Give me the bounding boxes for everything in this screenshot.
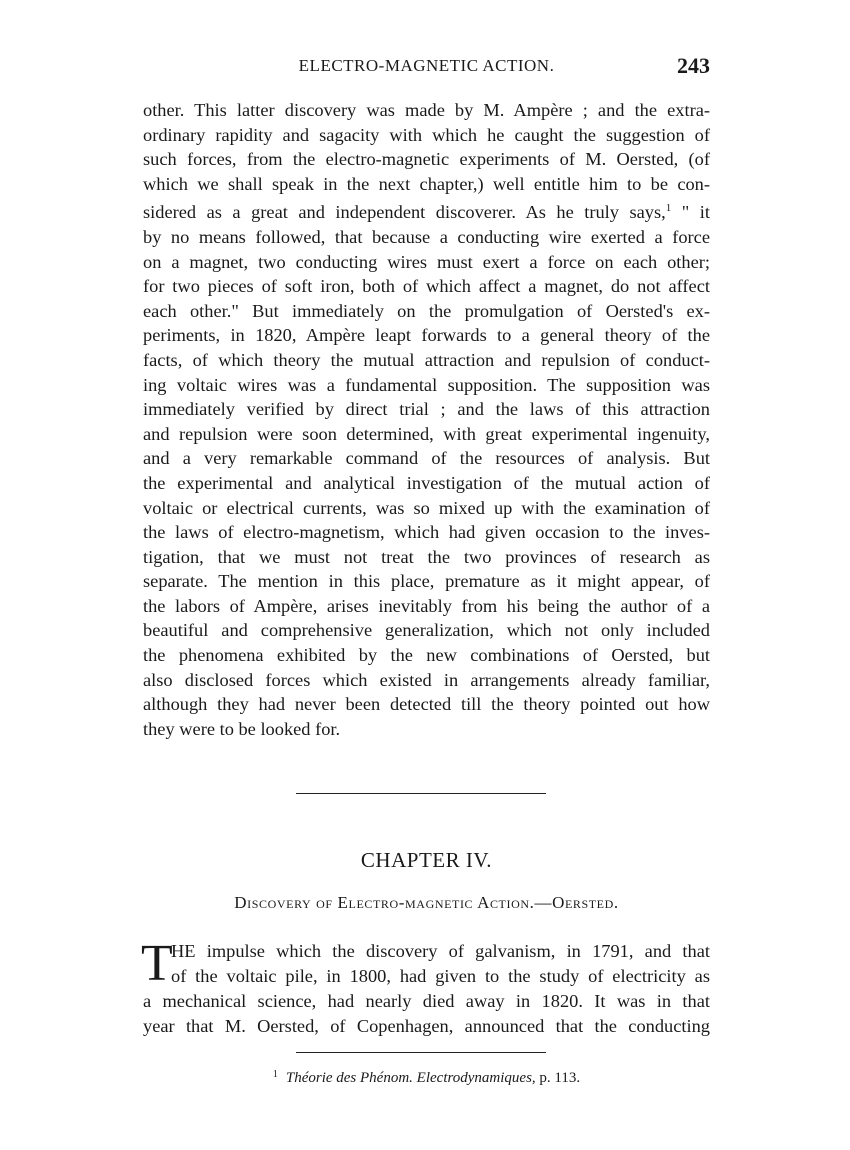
text-line: immediately verified by direct trial ; and the laws of this attraction: [143, 399, 710, 420]
text-line: which we shall speak in the next chapter,) well entitle him to be con-: [143, 173, 710, 194]
running-title: ELECTRO-MAGNETIC ACTION.: [298, 56, 555, 75]
footnote: [143, 1069, 710, 1087]
text-segment: sidered as a great and independent discoverer. As he truly says,: [143, 202, 666, 223]
footnote-divider: [296, 1052, 546, 1053]
text-line: the labors of Ampère, arises inevitably from his being the author of a: [143, 595, 710, 616]
drop-cap: T: [141, 935, 173, 992]
footnote-rest: , p. 113.: [531, 1070, 581, 1086]
text-line: ing voltaic wires was a fundamental supposition. The supposition was: [143, 374, 710, 395]
text-line: and repulsion were soon determined, with great experimental ingenuity,: [143, 423, 710, 444]
text-line: on a magnet, two conducting wires must exert a force on each other;: [143, 251, 710, 272]
footnote-reference: 1: [665, 202, 672, 215]
text-line: of the voltaic pile, in 1800, had given to the study of electricity as: [171, 966, 710, 986]
text-line: for two pieces of soft iron, both of which affect a magnet, do not affect: [143, 276, 710, 297]
section-divider: [296, 793, 546, 794]
text-line: facts, of which theory the mutual attraction and repulsion of conduct-: [143, 349, 710, 370]
text-line: and a very remarkable command of the resources of analysis. But: [143, 448, 710, 469]
text-line: ordinary rapidity and sagacity with which he caught the suggestion of: [143, 124, 710, 145]
text-line: the phenomena exhibited by the new combinations of Oersted, but: [143, 645, 710, 666]
text-segment: " it: [671, 202, 710, 223]
text-line: by no means followed, that because a conducting wire exerted a force: [143, 226, 710, 247]
footnote-title: Théorie des Phénom. Electrodynamiques: [285, 1070, 532, 1086]
chapter-body: [141, 935, 710, 1039]
text-line: other. This latter discovery was made by M. Ampère ; and the extra-: [143, 100, 710, 120]
chapter-title: CHAPTER IV.: [360, 848, 493, 872]
text-line: although they had never been detected till the theory pointed out how: [143, 694, 710, 715]
text-line: also disclosed forces which existed in arrangements already familiar,: [143, 669, 710, 690]
text-line: year that M. Oersted, of Copenhagen, announced that the conducting: [143, 1016, 710, 1036]
text-line: tigation, that we must not treat the two provinces of research as: [143, 546, 710, 567]
running-head: [143, 53, 710, 86]
text-line: periments, in 1820, Ampère leapt forwards to a general theory of the: [143, 325, 710, 346]
text-line: they were to be looked for.: [143, 718, 341, 739]
text-line: the experimental and analytical investigation of the mutual action of: [143, 472, 710, 493]
page-number: 243: [677, 53, 710, 78]
text-line: voltaic or electrical currents, was so mixed up with the examination of: [143, 497, 710, 518]
text-line: beautiful and comprehensive generalization, which not only included: [143, 620, 710, 641]
body-text: [143, 98, 710, 741]
text-line: HE impulse which the discovery of galvanism, in 1791, and that: [171, 941, 710, 961]
text-line: a mechanical science, had nearly died away in 1820. It was in that: [143, 991, 710, 1011]
text-line: the laws of electro-magnetism, which had given occasion to the inves-: [143, 522, 710, 543]
text-line: such forces, from the electro-magnetic experiments of M. Oersted, (of: [143, 149, 710, 170]
chapter-subtitle: Discovery of Electro-magnetic Action.—Oersted.: [234, 893, 619, 912]
footnote-marker: 1: [272, 1069, 278, 1080]
text-line: each other." But immediately on the promulgation of Oersted's ex-: [143, 300, 710, 321]
text-line: [143, 196, 710, 225]
text-line: separate. The mention in this place, premature as it might appear, of: [143, 571, 710, 592]
